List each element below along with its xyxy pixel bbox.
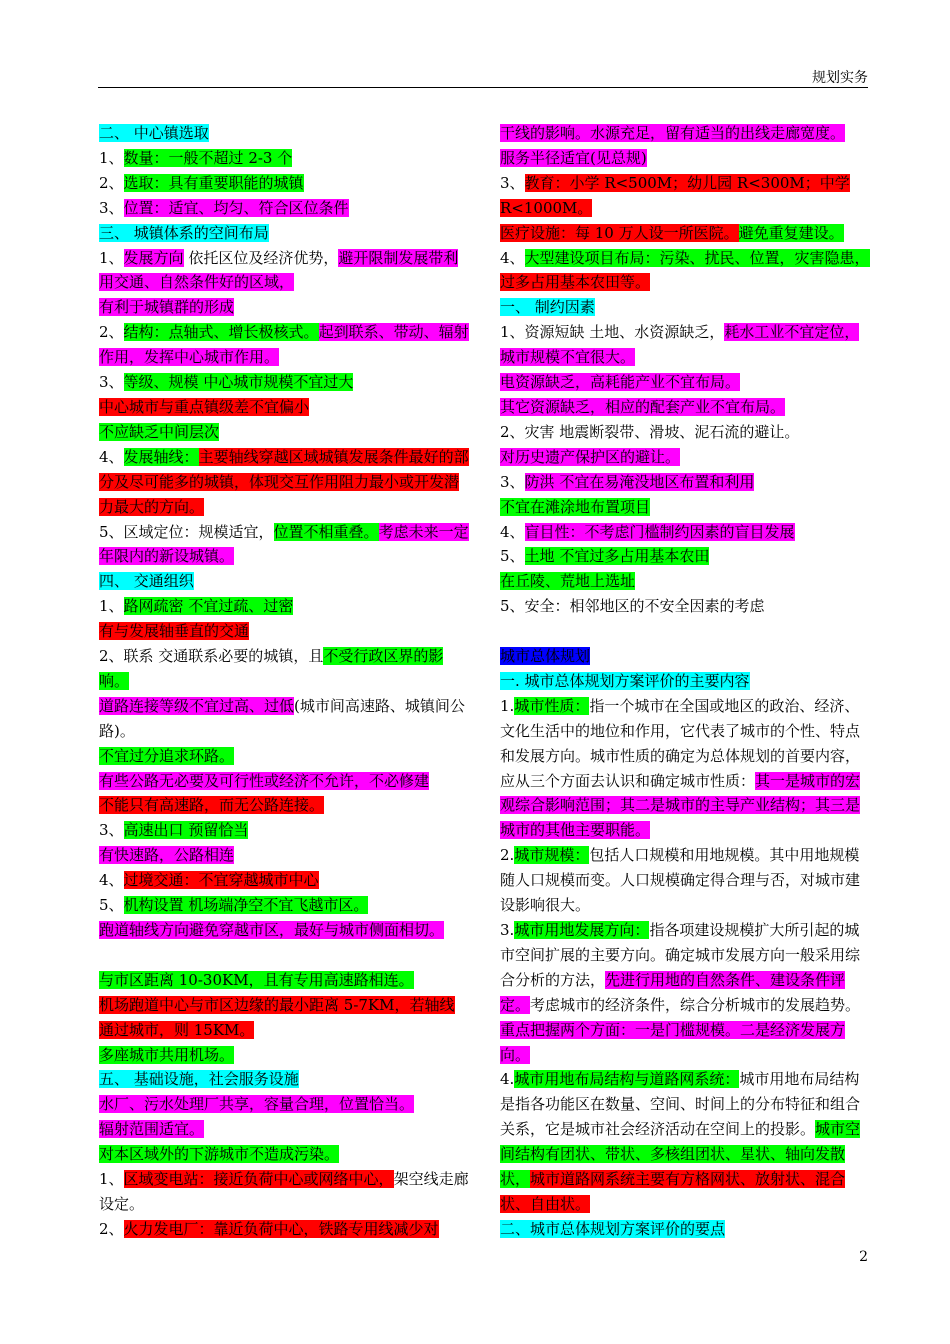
right-paragraph <box>500 669 870 694</box>
highlighted-text: 城市用地布局结构与道路网系统： <box>514 1070 740 1089</box>
right-paragraph <box>500 221 870 246</box>
text-segment: 3、 <box>99 373 124 392</box>
highlighted-text: 过境交通：不宜穿越城市中心 <box>123 871 319 890</box>
highlighted-text: 火力发电厂：靠近负荷中心，铁路专用线减少对 <box>123 1219 439 1238</box>
left-paragraph <box>99 918 469 943</box>
left-paragraph <box>99 146 469 171</box>
left-paragraph <box>99 1092 469 1117</box>
highlighted-text: 等级、规模 中心城市规模不宜过大 <box>123 373 354 392</box>
right-paragraph <box>500 171 870 221</box>
text-segment: 1. <box>500 696 515 715</box>
text-segment: 1、 <box>99 148 124 167</box>
highlighted-text: 有与发展轴垂直的交通 <box>99 622 250 641</box>
right-column <box>500 121 870 1242</box>
right-paragraph <box>500 146 870 171</box>
paragraph-spacer <box>99 943 469 968</box>
highlighted-text: 城市性质： <box>514 696 590 715</box>
highlighted-text: 不受行政区界的影响。 <box>99 647 444 690</box>
highlighted-text: 土地 不宜过多占用基本农田 <box>524 547 710 566</box>
highlighted-text: 三、 城镇体系的空间布局 <box>99 223 269 242</box>
highlighted-text: 避开限制发展带利用交通、自然条件好的区域， <box>99 248 459 292</box>
highlighted-text: 路网疏密 不宜过疏、过密 <box>123 597 294 616</box>
highlighted-text: 重点把握两个方面：一是门槛规模。二是经济发展方向。 <box>500 1020 846 1064</box>
highlighted-text: 不宜在滩涂地布置项目 <box>500 497 651 516</box>
left-paragraph <box>99 569 469 594</box>
text-segment: 1、 <box>99 1170 124 1189</box>
text-segment: 2. <box>500 846 515 865</box>
text-segment: 4、 <box>99 447 124 466</box>
highlighted-text: 盲目性：不考虑门槛制约因素的盲目发展 <box>524 522 795 541</box>
highlighted-text: 机场跑道中心与市区边缘的最小距离 5-7KM，若轴线通过城市，则 15KM。 <box>99 995 455 1039</box>
highlighted-text: 电资源缺乏，高耗能产业不宜布局。 <box>500 373 741 392</box>
highlighted-text: 中心城市与重点镇级差不宜偏小 <box>99 397 310 416</box>
highlighted-text: 水源充足，留有适当的出线走廊宽度。 <box>590 124 846 142</box>
page-number: 2 <box>859 1249 868 1265</box>
highlighted-text: 二、 中心镇选取 <box>99 124 209 142</box>
header-title: 规划实务 <box>812 70 868 86</box>
highlighted-text: 对本区域外的下游城市不造成污染。 <box>99 1145 340 1164</box>
highlighted-text: 起到联系、带动、辐射作用，发挥中心城市作用。 <box>99 323 469 367</box>
highlighted-text: 城市道路网系统主要有方格网状、放射状、混合状、自由状。 <box>500 1170 846 1213</box>
text-segment: 3、 <box>99 198 124 217</box>
highlighted-text: 结构：点轴式、增长极核式。 <box>123 323 319 342</box>
left-paragraph <box>99 968 469 993</box>
text-segment: 指各项建设规模扩大所引起的城市空间扩展的主要方向。确定城市发展方向一般采用综合分析的方法， <box>500 920 861 989</box>
highlighted-text: 位置不相重叠。 <box>273 522 379 541</box>
highlighted-text: 城市空间结构有团状、带状、多核组团状、星状、轴向发散状， <box>500 1120 861 1189</box>
left-paragraph <box>99 295 469 320</box>
highlighted-text: 区域变电站：接近负荷中心或网络中心， <box>123 1170 394 1189</box>
highlighted-text: 考虑未来一定年限内的新设城镇。 <box>99 522 469 566</box>
highlighted-text: 防洪 不宜在易淹没地区布置和利用 <box>524 472 755 491</box>
left-paragraph <box>99 818 469 843</box>
highlighted-text: 与市区距离 10-30KM，且有专用高速路相连。 <box>99 970 414 989</box>
left-paragraph <box>99 171 469 196</box>
highlighted-text: 不应缺乏中间层次 <box>99 422 220 441</box>
left-paragraph <box>99 694 469 744</box>
right-paragraph <box>500 520 870 545</box>
text-segment: 4、 <box>500 522 525 541</box>
text-segment: 3、 <box>500 173 525 192</box>
left-paragraph <box>99 644 469 694</box>
highlighted-text: 有些公路无必要及可行性或经济不允许，不必修建 <box>99 771 430 790</box>
text-segment: 1、 <box>99 248 124 267</box>
left-paragraph <box>99 594 469 619</box>
left-paragraph <box>99 1217 469 1242</box>
left-paragraph <box>99 868 469 893</box>
highlighted-text: 对历史遗产保护区的避让。 <box>500 447 681 466</box>
highlighted-text: 避免重复建设。 <box>738 223 844 242</box>
right-paragraph <box>500 1217 870 1242</box>
highlighted-text: 二、城市总体规划方案评价的要点 <box>500 1219 726 1238</box>
highlighted-text: 辐射范围适宜。 <box>99 1120 205 1139</box>
highlighted-text: 跑道轴线方向避免穿越市区，最好与城市侧面相切。 <box>99 921 445 939</box>
text-segment: 5、 <box>99 896 124 915</box>
left-paragraph <box>99 121 469 146</box>
left-paragraph <box>99 893 469 918</box>
highlighted-text: 道路连接等级不宜过高、过低 <box>99 696 295 715</box>
right-paragraph <box>500 918 870 1067</box>
right-paragraph <box>500 544 870 569</box>
left-paragraph <box>99 320 469 370</box>
left-paragraph <box>99 246 469 296</box>
left-paragraph <box>99 769 469 794</box>
left-paragraph <box>99 520 469 570</box>
right-paragraph <box>500 843 870 918</box>
left-paragraph <box>99 993 469 1043</box>
highlighted-text: 在丘陵、荒地上选址 <box>500 572 636 591</box>
right-paragraph <box>500 694 870 843</box>
highlighted-text: 大型建设项目布局：污染、扰民、位置，灾害隐患， <box>524 248 870 267</box>
highlighted-text: 选取：具有重要职能的城镇 <box>123 173 304 192</box>
right-paragraph <box>500 121 870 146</box>
highlighted-text: 数量：一般不超过 2-3 个 <box>123 148 293 167</box>
text-segment: 2、 <box>99 323 124 342</box>
left-paragraph <box>99 843 469 868</box>
left-paragraph <box>99 1167 469 1217</box>
right-paragraph <box>500 1067 870 1216</box>
highlighted-text: 有快速路，公路相连 <box>99 846 235 865</box>
right-paragraph <box>500 295 870 320</box>
text-segment: 5、安全：相邻地区的不安全因素的考虑 <box>500 597 765 616</box>
highlighted-text: 城市用地发展方向： <box>514 920 650 939</box>
text-segment: 4、 <box>99 871 124 890</box>
text-segment: 1、资源短缺 土地、水资源缺乏， <box>500 323 725 342</box>
left-paragraph <box>99 420 469 445</box>
right-paragraph <box>500 395 870 420</box>
text-segment: 城市用地布局结构是指各功能区在数量、空间、时间上的分布特征和组合关系，它是城市社会经济活动在空间上的投影。 <box>500 1070 861 1139</box>
left-paragraph <box>99 793 469 818</box>
text-segment: 4. <box>500 1070 515 1089</box>
right-paragraph <box>500 495 870 520</box>
highlighted-text: 一. 城市总体规划方案评价的主要内容 <box>500 671 750 690</box>
highlighted-text: 医疗设施：每 10 万人设一所医院。 <box>500 223 739 242</box>
highlighted-text: 四、 交通组织 <box>99 572 194 591</box>
highlighted-text: 教育：小学 R<500M；幼儿园 R<300M；中学 R<1000M。 <box>500 173 850 217</box>
right-paragraph <box>500 594 870 619</box>
text-segment: 包括人口规模和用地规模。其中用地规模随人口规模而变。人口规模确定得合理与否，对城市建设影响很大。 <box>500 846 861 915</box>
left-paragraph <box>99 1067 469 1092</box>
highlighted-text: 水厂、污水处理厂共享，容量合理，位置恰当。 <box>99 1095 415 1114</box>
text-segment: 1、 <box>99 597 124 616</box>
text-segment: 架空线走廊设定。 <box>99 1170 469 1213</box>
highlighted-text: 主要轴线穿越区域城镇发展条件最好的部分及尽可能多的城镇，体现交互作用阻力最小或开发潜力最大的方向。 <box>99 447 469 516</box>
text-segment: 2、 <box>99 173 124 192</box>
highlighted-text: 先进行用地的自然条件、建设条件评定。 <box>500 970 846 1014</box>
text-segment: 依托区位及经济优势， <box>183 248 339 267</box>
left-paragraph <box>99 395 469 420</box>
right-paragraph <box>500 246 870 296</box>
highlighted-text: 位置：适宜、均匀、符合区位条件 <box>123 198 349 217</box>
text-segment: 5、区域定位：规模适宜， <box>99 522 274 541</box>
left-paragraph <box>99 445 469 520</box>
highlighted-text: 有利于城镇群的形成 <box>99 298 235 317</box>
right-paragraph <box>500 644 870 669</box>
highlighted-text: 城市总体规划 <box>500 647 591 666</box>
highlighted-text: 耗水工业不宜定位，城市规模不宜很大。 <box>500 323 860 367</box>
left-paragraph <box>99 1142 469 1167</box>
text-segment: 3、 <box>500 472 525 491</box>
left-paragraph <box>99 1043 469 1068</box>
highlighted-text: 一、 制约因素 <box>500 298 595 317</box>
text-segment: 考虑城市的经济条件，综合分析城市的发展趋势。 <box>530 995 861 1014</box>
highlighted-text: 干线的影响。 <box>500 124 591 142</box>
text-segment: (城市间高速路、城镇间公路)。 <box>99 696 465 740</box>
highlighted-text: 高速出口 预留恰当 <box>123 821 249 840</box>
text-segment: 2、灾害 地震断裂带、滑坡、泥石流的避让。 <box>500 422 800 441</box>
highlighted-text: 不宜过分追求环路。 <box>99 746 235 765</box>
header-rule <box>98 87 868 88</box>
highlighted-text: 其一是城市的宏观综合影响范围；其二是城市的主导产业结构；其三是城市的其他主要职能。 <box>500 771 861 840</box>
left-paragraph <box>99 196 469 221</box>
highlighted-text: 其它资源缺乏，相应的配套产业不宜布局。 <box>500 397 786 416</box>
text-segment: 5、 <box>500 547 525 566</box>
text-segment: 2、 <box>99 1219 124 1238</box>
highlighted-text: 多座城市共用机场。 <box>99 1045 235 1064</box>
right-paragraph <box>500 569 870 594</box>
highlighted-text: 不能只有高速路，而无公路连接。 <box>99 796 325 815</box>
highlighted-text: 城市规模： <box>514 846 590 865</box>
text-segment: 3、 <box>99 821 124 840</box>
right-paragraph <box>500 470 870 495</box>
left-paragraph <box>99 619 469 644</box>
highlighted-text: 五、 基础设施，社会服务设施 <box>99 1070 299 1089</box>
highlighted-text: 发展方向 <box>123 248 184 267</box>
left-paragraph <box>99 221 469 246</box>
highlighted-text: 服务半径适宜(见总规) <box>500 148 647 167</box>
text-segment: 指一个城市在全国或地区的政治、经济、文化生活中的地位和作用，它代表了城市的个性、特点和发展方向。城市性质的确定为总体规划的首要内容，应从三个方面去认识和确定城市性质： <box>500 696 861 790</box>
highlighted-text: 发展轴线： <box>123 447 199 466</box>
left-paragraph <box>99 1117 469 1142</box>
right-paragraph <box>500 370 870 395</box>
left-paragraph <box>99 744 469 769</box>
highlighted-text: 机构设置 机场端净空不宜飞越市区。 <box>123 896 369 915</box>
text-segment: 2、联系 交通联系必要的城镇，且 <box>99 647 324 666</box>
highlighted-text: 过多占用基本农田等。 <box>500 273 651 292</box>
left-column <box>99 121 469 1242</box>
right-paragraph <box>500 420 870 445</box>
right-paragraph <box>500 445 870 470</box>
paragraph-spacer <box>500 619 870 644</box>
text-segment: 3. <box>500 920 515 939</box>
left-paragraph <box>99 370 469 395</box>
text-segment: 4、 <box>500 248 525 267</box>
right-paragraph <box>500 320 870 370</box>
